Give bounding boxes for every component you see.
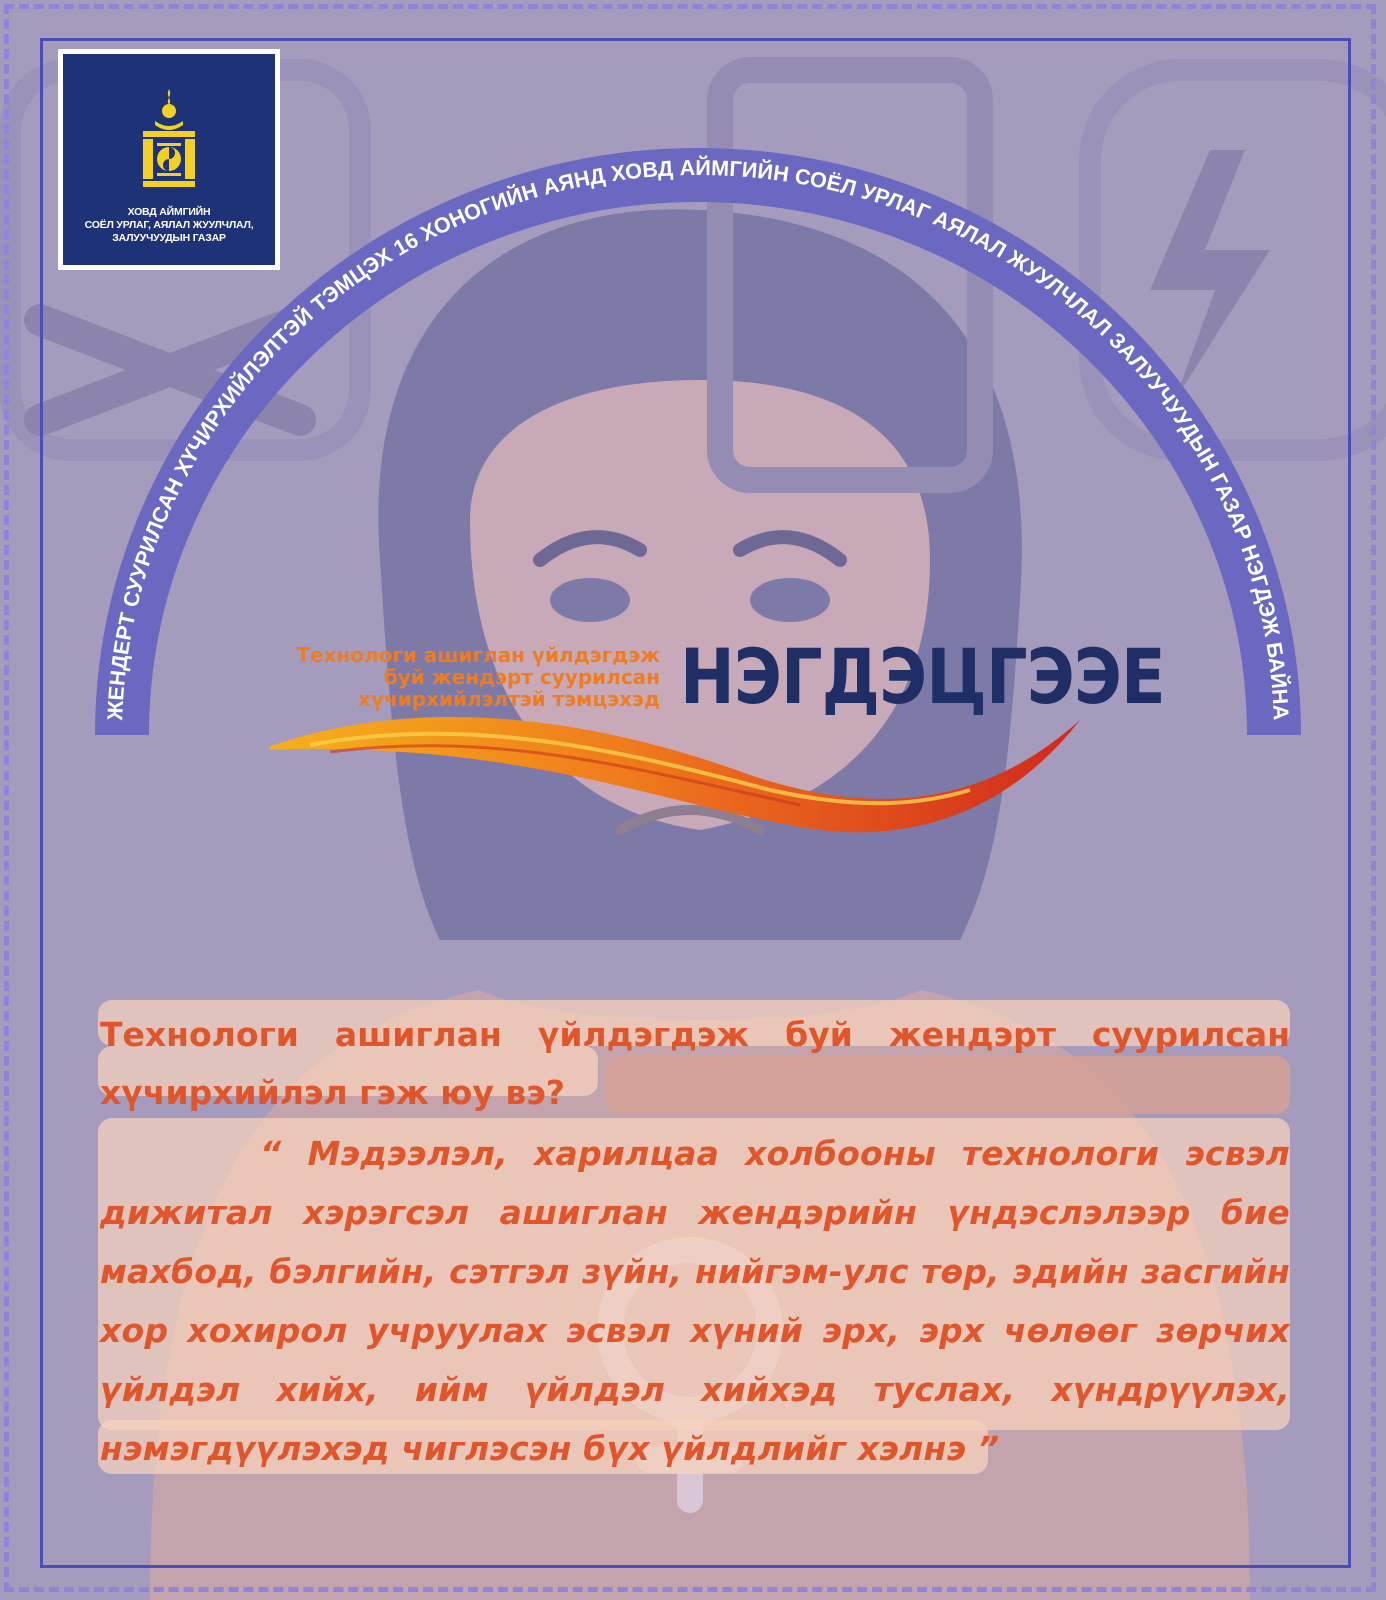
campaign-subtitle-line-1: Технологи ашиглан үйлдэгдэж [296, 643, 660, 667]
campaign-title: НЭГДЭЦГЭЭЕ [680, 632, 1165, 721]
campaign-subtitle-line-2: буй жендэрт суурилсан [383, 665, 660, 689]
logo-line-3: ЗАЛУУЧУУДЫН ГАЗАР [112, 232, 226, 244]
logo-line-2: СОЁЛ УРЛАГ, АЯЛАЛ ЖУУЛЧЛАЛ, [84, 219, 254, 231]
campaign-lockup [270, 630, 1165, 860]
logo-line-1: ХОВД АЙМГИЙН [127, 206, 211, 218]
flame-swoosh-icon [270, 687, 1110, 850]
question-heading: Технологи ашиглан үйлдэгдэж буй жендэрт суурилсан хүчирхийлэл гэж юу вэ? [100, 1015, 1290, 1112]
definition-quote: “ Мэдээлэл, харилцаа холбооны технологи эсвэл дижитал хэрэгсэл ашиглан жендэрийн үндэслэлээр бие махбод, бэлгийн, сэтгэл зүйн, нийгэм-улс төр, эдийн засгийн хор хохирол учруулах эсвэл хүний эрх, эрх чөлөөг зөрчих үйлдэл хийх, ийм үйлдэл хийхэд туслах, хүндрүүлэх, нэмэгдүүлэхэд чиглэсэн бүх үйлдлийг хэлнэ ” [100, 1134, 1290, 1468]
campaign-subtitle-line-3: хүчирхийлэлтэй тэмцэхэд [358, 687, 660, 711]
arc-slogan-text: ЖЕНДЕРТ СУУРИЛСАН ХҮЧИРХИЙЛЭЛТЭЙ ТЭМЦЭХ 16 ХОНОГИЙН АЯНД ХОВД АЙМГИЙН СОЁЛ УРЛАГ АЯЛАЛ ЖУУЛЧЛАЛ ЗАЛУУЧУУДЫН ГАЗАР НЭГДЭЖ БАЙНА [102, 154, 1294, 721]
